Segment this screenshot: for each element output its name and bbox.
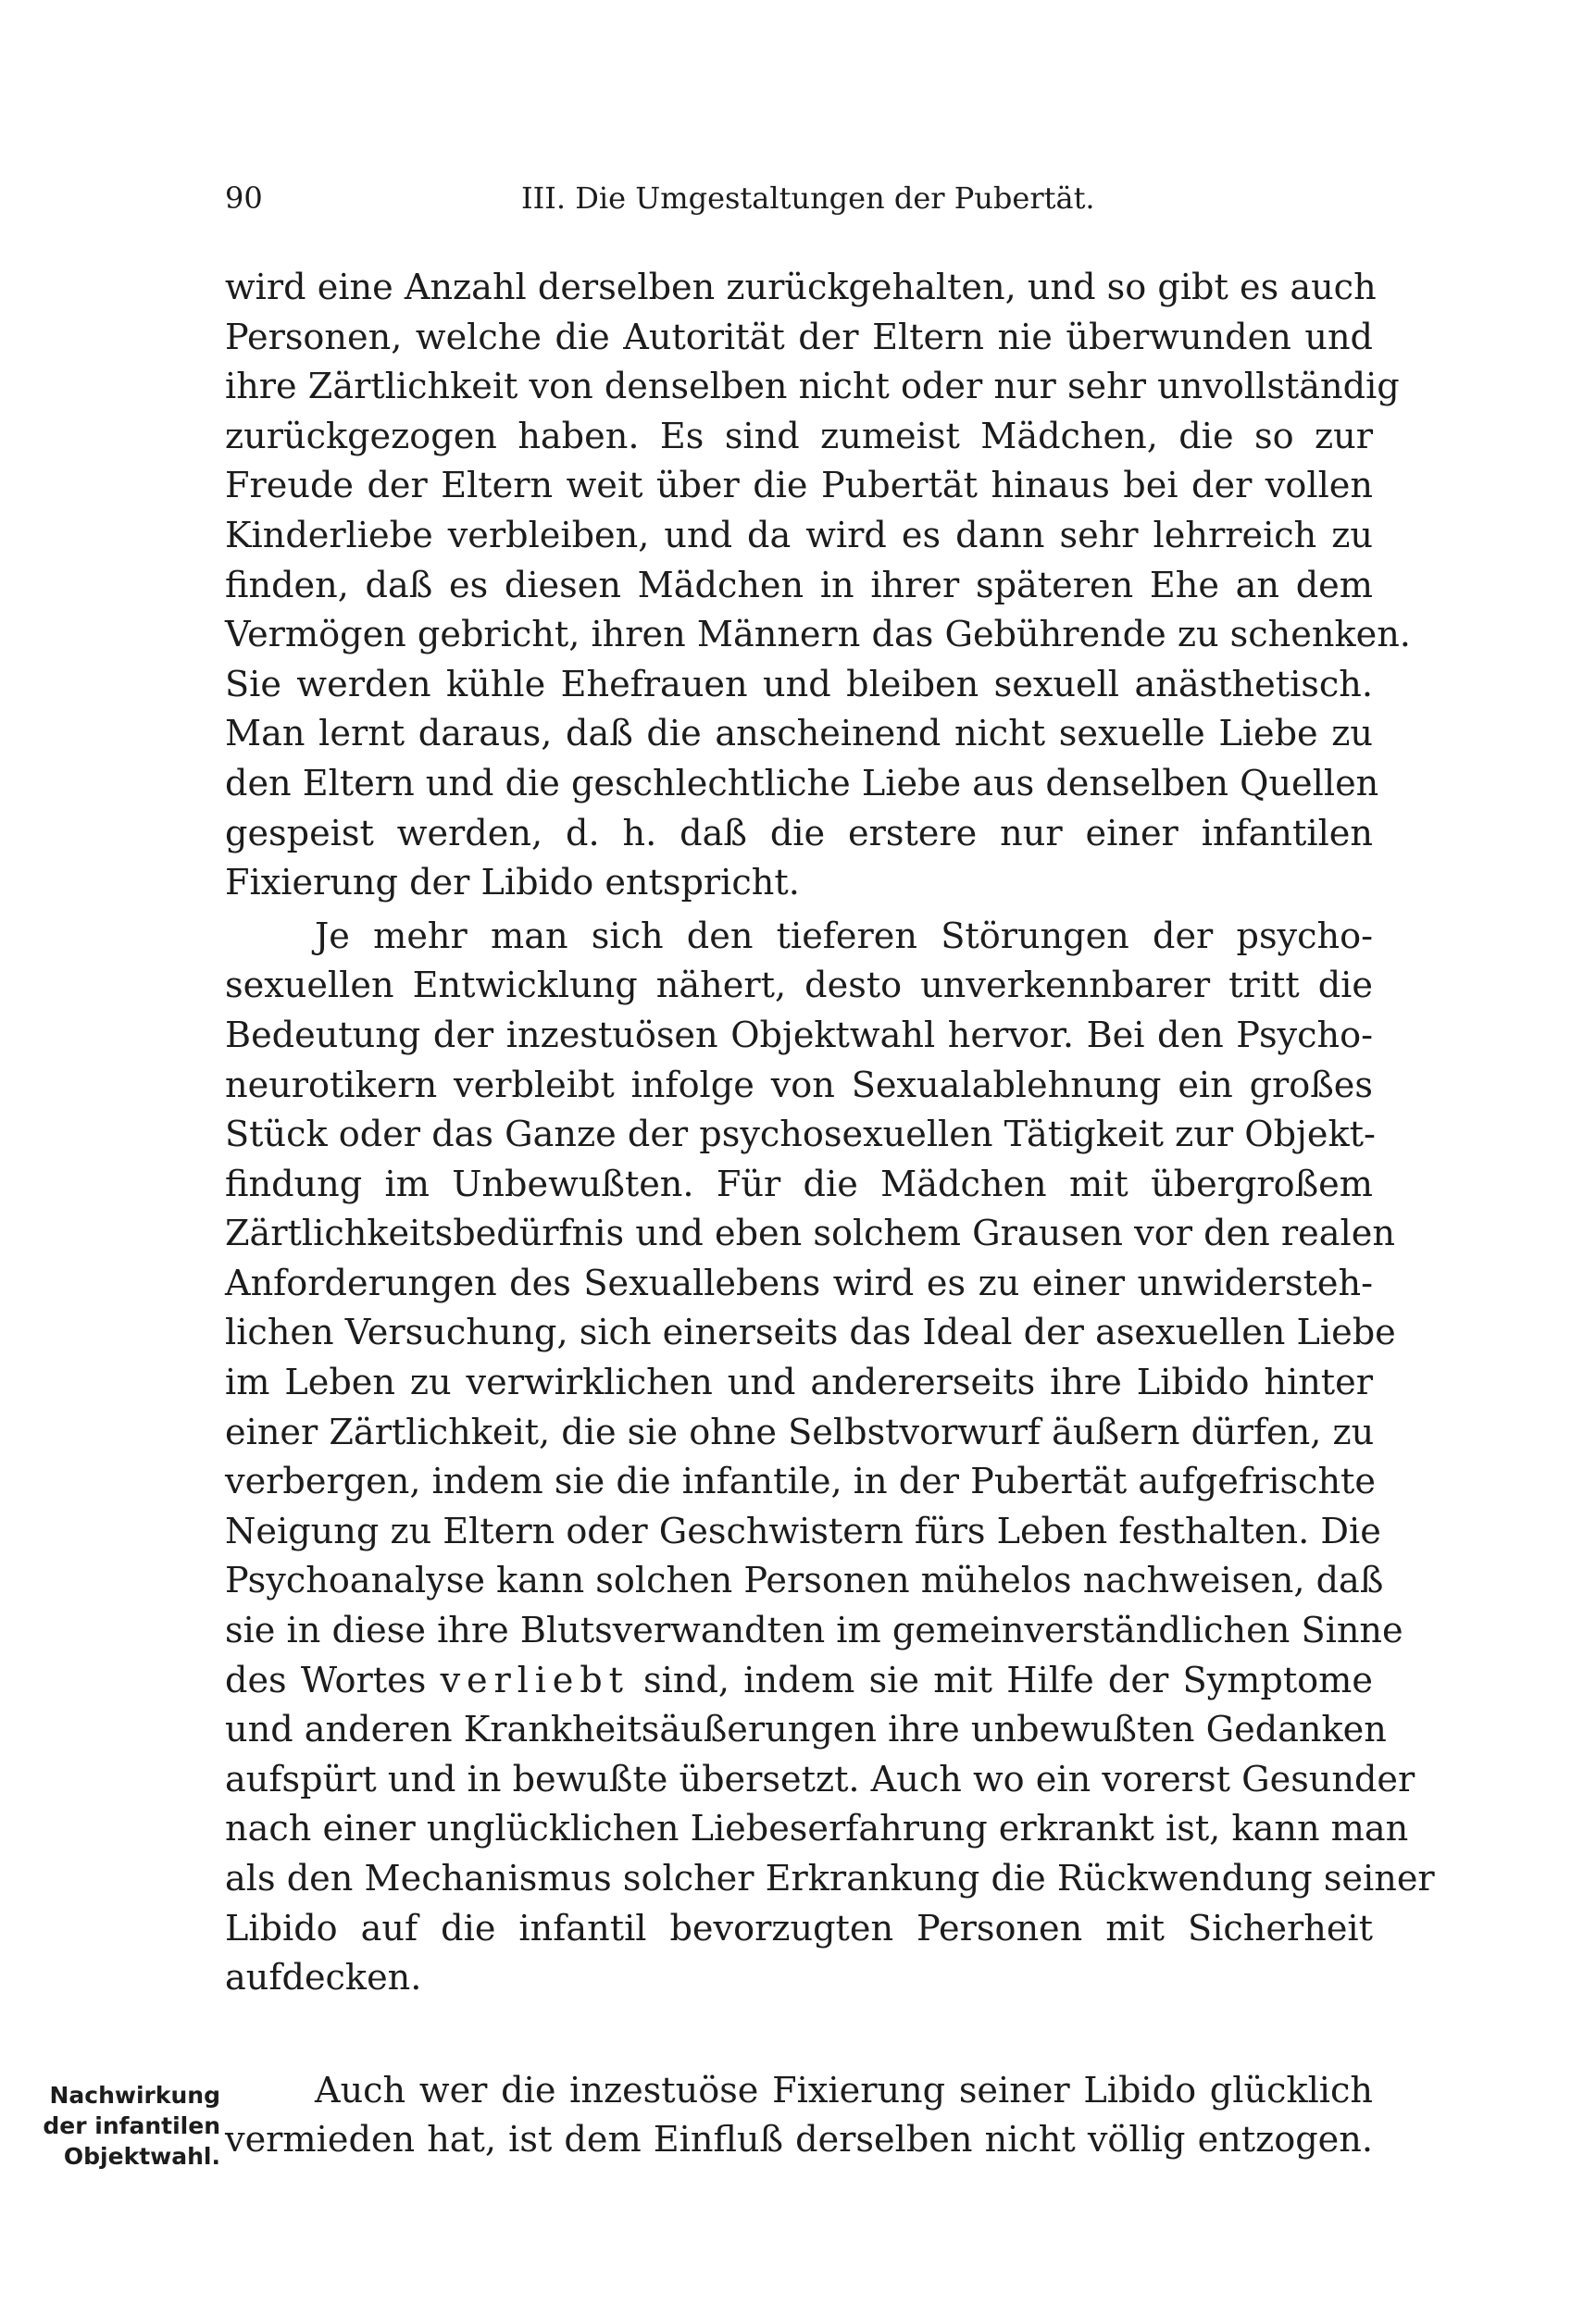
text-line: aufspürt und in bewußte übersetzt. Auch wo ein vorerst Gesunder <box>225 1759 1415 1800</box>
text-line: verbergen, indem sie die infantile, in der Pubertät aufgefrischte <box>225 1462 1376 1503</box>
text-line: Freude der Eltern weit über die Pubertät hinaus bei der vollen <box>225 466 1373 507</box>
running-title: III. Die Umgestaltungen der Pubertät. <box>521 181 1095 216</box>
text-line: sie in diese ihre Blutsverwandten im gemeinverständlichen Sinne <box>225 1611 1403 1652</box>
text-line: neurotikern verbleibt infolge von Sexualablehnung ein großes <box>225 1065 1373 1106</box>
section-spacer <box>225 2004 1373 2067</box>
text-line: Sie werden kühle Ehefrauen und bleiben sexuell anästhetisch. <box>225 664 1373 705</box>
text-line: finden, daß es diesen Mädchen in ihrer späteren Ehe an dem <box>225 565 1373 606</box>
spaced-emphasis: verliebt <box>440 1660 630 1701</box>
text-line: aufdecken. <box>225 1958 422 1999</box>
text-run: sind, indem sie mit Hilfe der Symptome <box>629 1660 1373 1701</box>
text-line: nach einer unglücklichen Liebeserfahrung erkrankt ist, kann man <box>225 1809 1409 1850</box>
text-line: Je mehr man sich den tieferen Störungen der psycho- <box>315 915 1373 957</box>
margin-note <box>26 2080 220 2172</box>
page-number: 90 <box>225 181 263 216</box>
paragraph-3 <box>225 2067 1373 2166</box>
margin-note-line: der infantilen <box>43 2112 220 2139</box>
text-line: Kinderliebe verbleiben, und da wird es dann sehr lehrreich zu <box>225 515 1373 556</box>
text-line: Vermögen gebricht, ihren Männern das Gebührende zu schenken. <box>225 615 1411 656</box>
page-header <box>225 181 1104 227</box>
text-line: findung im Unbewußten. Für die Mädchen mit übergroßem <box>225 1164 1373 1205</box>
text-line: zurückgezogen haben. Es sind zumeist Mädchen, die so zur <box>225 416 1373 457</box>
text-run: des Wortes <box>225 1660 441 1701</box>
text-line: Auch wer die inzestuöse Fixierung seiner Libido glücklich <box>315 2070 1373 2111</box>
text-line: Neigung zu Eltern oder Geschwistern fürs Leben festhalten. Die <box>225 1511 1381 1552</box>
text-line: einer Zärtlichkeit, die sie ohne Selbstvorwurf äußern dürfen, zu <box>225 1412 1375 1453</box>
text-line: Fixierung der Libido entspricht. <box>225 863 800 904</box>
text-line: Psychoanalyse kann solchen Personen mühelos nachweisen, daß <box>225 1561 1384 1602</box>
text-line: sexuellen Entwicklung nähert, desto unverkennbarer tritt die <box>225 965 1373 1007</box>
margin-note-line: Objektwahl. <box>63 2143 220 2170</box>
text-line: wird eine Anzahl derselben zurückgehalten, und so gibt es auch <box>225 268 1377 308</box>
body-text <box>225 264 1435 2166</box>
text-line: vermieden hat, ist dem Einfluß derselben nicht völlig entzogen. <box>225 2120 1373 2161</box>
paragraph-2 <box>225 913 1435 2004</box>
text-line: und anderen Krankheitsäußerungen ihre unbewußten Gedanken <box>225 1710 1387 1751</box>
text-line-emphasis <box>225 1657 1373 1707</box>
text-line: Personen, welche die Autorität der Eltern nie überwunden und <box>225 317 1373 358</box>
text-line: den Eltern und die geschlechtliche Liebe aus denselben Quellen <box>225 763 1379 804</box>
text-line: ihre Zärtlichkeit von denselben nicht oder nur sehr unvollständig <box>225 367 1400 408</box>
text-line: Libido auf die infantil bevorzugten Personen mit Sicherheit <box>225 1908 1373 1949</box>
text-line: als den Mechanismus solcher Erkrankung die Rückwendung seiner <box>225 1859 1435 1899</box>
paragraph-1 <box>225 264 1411 909</box>
text-line: Man lernt daraus, daß die anscheinend nicht sexuelle Liebe zu <box>225 714 1373 755</box>
text-line: Bedeutung der inzestuösen Objektwahl hervor. Bei den Psycho- <box>225 1015 1373 1056</box>
text-line: Stück oder das Ganze der psychosexuellen Tätigkeit zur Objekt- <box>225 1115 1376 1156</box>
text-line: im Leben zu verwirklichen und andererseits ihre Libido hinter <box>225 1363 1373 1404</box>
text-line: Zärtlichkeitsbedürfnis und eben solchem Grausen vor den realen <box>225 1214 1395 1255</box>
text-line: gespeist werden, d. h. daß die erstere nur einer infantilen <box>225 813 1373 854</box>
text-line: lichen Versuchung, sich einerseits das Ideal der asexuellen Liebe <box>225 1313 1396 1354</box>
text-line: Anforderungen des Sexuallebens wird es zu einer unwidersteh- <box>225 1263 1373 1304</box>
margin-note-line: Nachwirkung <box>49 2082 220 2109</box>
